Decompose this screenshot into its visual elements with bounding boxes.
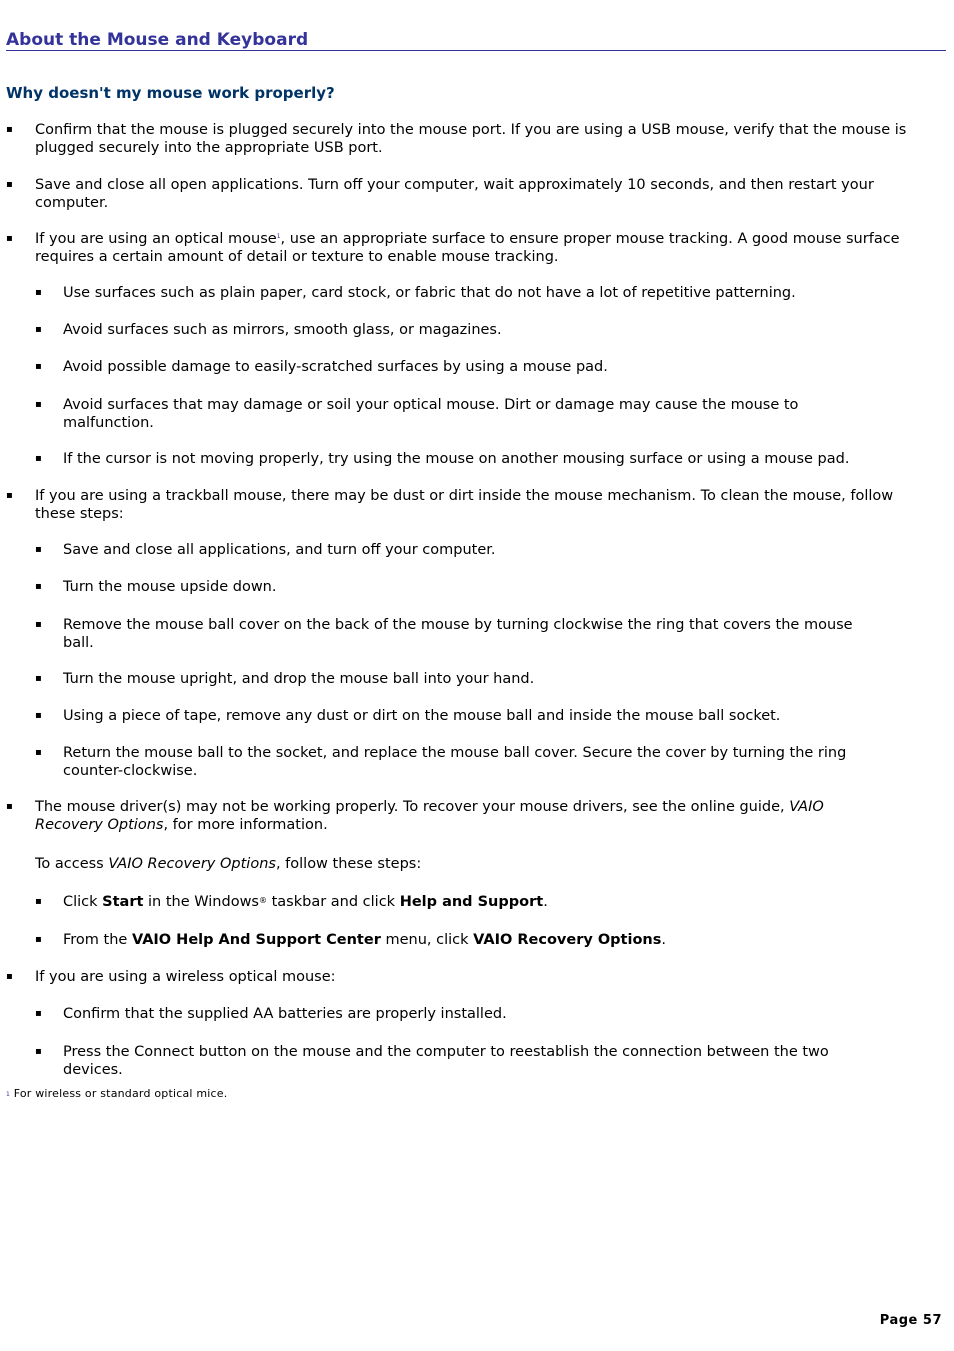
- list-item: [63, 893, 893, 911]
- footnote-mark[interactable]: 1: [6, 1091, 11, 1098]
- list-item: Press the Connect button on the mouse and the computer to reestablish the connection between the two devices.: [63, 1044, 829, 1078]
- item-text: From the: [63, 932, 132, 948]
- item-text: taskbar and click: [267, 894, 400, 910]
- item-text: , follow these steps:: [275, 856, 422, 872]
- footnote: [6, 1087, 227, 1101]
- list-item: Return the mouse ball to the socket, and replace the mouse ball cover. Secure the cover by turning the ring counter-clockwise.: [63, 745, 847, 779]
- bullet-icon: ▪: [35, 544, 42, 555]
- bullet-icon: ▪: [35, 581, 42, 592]
- list-item: Confirm that the supplied AA batteries are properly installed.: [63, 1006, 507, 1022]
- bullet-icon: ▪: [35, 287, 42, 298]
- footnote-link[interactable]: 1: [276, 233, 281, 240]
- instruction-paragraph: [35, 855, 925, 873]
- bullet-icon: ▪: [6, 490, 13, 501]
- bullet-icon: ▪: [6, 801, 13, 812]
- list-item: If you are using a trackball mouse, there may be dust or dirt inside the mouse mechanism. To clean the mouse, follow these steps:: [35, 488, 894, 522]
- bullet-icon: ▪: [35, 710, 42, 721]
- list-item: [63, 931, 893, 949]
- ui-term: VAIO Recovery Options: [473, 932, 662, 948]
- list-item: [35, 798, 885, 834]
- list-item: Save and close all open applications. Turn off your computer, wait approximately 10 seconds, and then restart your computer.: [35, 177, 874, 211]
- bullet-icon: ▪: [6, 124, 13, 135]
- page-number: Page 57: [879, 1313, 942, 1328]
- bullet-icon: ▪: [35, 1046, 42, 1057]
- bullet-icon: ▪: [35, 747, 42, 758]
- ui-term: VAIO Help And Support Center: [131, 932, 381, 948]
- item-text: Click: [63, 894, 103, 910]
- item-text: .: [661, 932, 666, 948]
- bullet-icon: ▪: [6, 971, 13, 982]
- item-text: The mouse driver(s) may not be working properly. To recover your mouse drivers, see the online guide,: [35, 799, 790, 815]
- ui-term: Help and Support: [399, 894, 544, 910]
- item-text: in the Windows: [143, 894, 259, 910]
- guide-name: VAIO Recovery Options: [35, 799, 824, 833]
- item-text: , for more information.: [163, 817, 328, 833]
- bullet-icon: ▪: [6, 179, 13, 190]
- list-item: Confirm that the mouse is plugged securely into the mouse port. If you are using a USB mouse, verify that the mouse is plugged securely into the appropriate USB port.: [35, 122, 907, 156]
- list-item: Avoid surfaces that may damage or soil your optical mouse. Dirt or damage may cause the mouse to malfunction.: [63, 397, 799, 431]
- bullet-icon: ▪: [35, 453, 42, 464]
- ui-term: Start: [102, 894, 144, 910]
- list-item: Avoid possible damage to easily-scratched surfaces by using a mouse pad.: [63, 359, 608, 375]
- section-heading: Why doesn't my mouse work properly?: [6, 84, 335, 102]
- list-item: Turn the mouse upside down.: [63, 579, 277, 595]
- list-item: If the cursor is not moving properly, try using the mouse on another mousing surface or using a mouse pad.: [63, 451, 850, 467]
- bullet-icon: ▪: [35, 619, 42, 630]
- list-item: [35, 230, 925, 266]
- list-item: Turn the mouse upright, and drop the mouse ball into your hand.: [63, 671, 535, 687]
- item-text: If you are using an optical mouse: [35, 231, 277, 247]
- bullet-icon: ▪: [35, 324, 42, 335]
- list-item: If you are using a wireless optical mouse:: [35, 969, 336, 985]
- item-text: menu, click: [380, 932, 474, 948]
- bullet-icon: ▪: [35, 361, 42, 372]
- list-item: Use surfaces such as plain paper, card stock, or fabric that do not have a lot of repetitive patterning.: [63, 285, 796, 301]
- list-item: Save and close all applications, and turn off your computer.: [63, 542, 496, 558]
- bullet-icon: ▪: [35, 896, 42, 907]
- bullet-icon: ▪: [35, 1008, 42, 1019]
- page-title: About the Mouse and Keyboard: [6, 30, 946, 51]
- list-item: Using a piece of tape, remove any dust or dirt on the mouse ball and inside the mouse ball socket.: [63, 708, 781, 724]
- footnote-text: For wireless or standard optical mice.: [10, 1087, 228, 1100]
- item-text: , use an appropriate surface to ensure proper mouse tracking. A good mouse surface requires a certain amount of detail or texture to enable mouse tracking.: [35, 231, 900, 265]
- bullet-icon: ▪: [35, 399, 42, 410]
- bullet-icon: ▪: [35, 673, 42, 684]
- bullet-icon: ▪: [35, 934, 42, 945]
- item-text: .: [543, 894, 548, 910]
- registered-mark: ®: [259, 896, 267, 905]
- list-item: Avoid surfaces such as mirrors, smooth glass, or magazines.: [63, 322, 502, 338]
- list-item: Remove the mouse ball cover on the back of the mouse by turning clockwise the ring that covers the mouse ball.: [63, 617, 853, 651]
- guide-name: VAIO Recovery Options: [108, 856, 276, 872]
- item-text: To access: [35, 856, 109, 872]
- bullet-icon: ▪: [6, 233, 13, 244]
